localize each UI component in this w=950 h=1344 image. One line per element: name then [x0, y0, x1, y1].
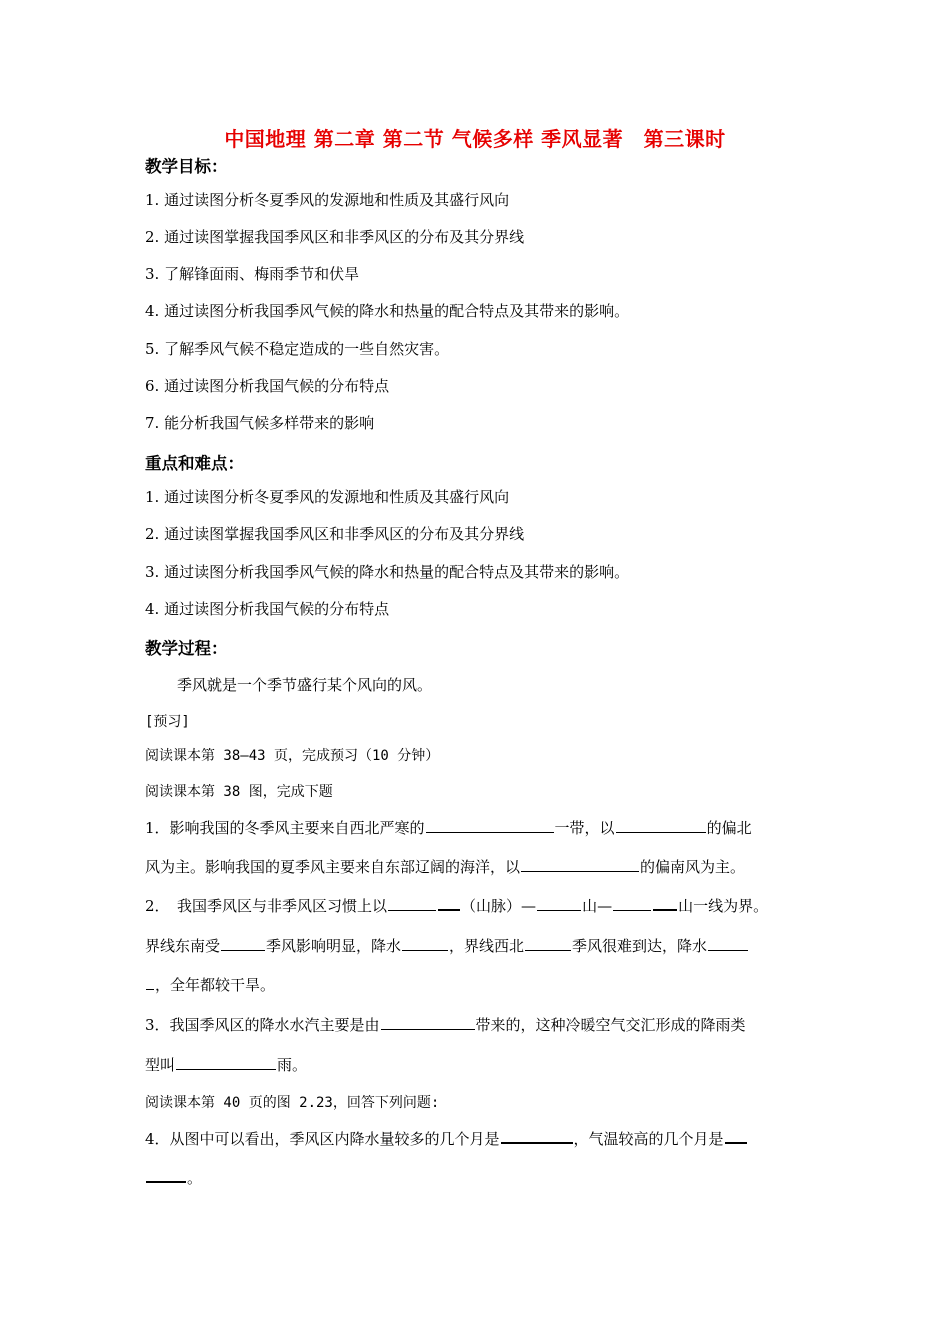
question-1-line-1: 1．影响我国的冬季风主要来自西北严寒的 一带，以 的偏北	[145, 819, 752, 837]
reading-instruction: 阅读课本第 38 图，完成下题	[145, 784, 333, 800]
answer-blank[interactable]	[613, 896, 651, 911]
answer-blank[interactable]	[653, 895, 677, 911]
process-heading: 教学过程：	[145, 639, 228, 658]
key-point-item: 3. 通过读图分析我国季风气候的降水和热量的配合特点及其带来的影响。	[145, 563, 630, 581]
answer-blank[interactable]	[146, 975, 154, 990]
key-point-item: 4. 通过读图分析我国气候的分布特点	[145, 600, 390, 618]
key-point-item: 2. 通过读图掌握我国季风区和非季风区的分布及其分界线	[145, 525, 525, 543]
answer-blank[interactable]	[381, 1015, 475, 1030]
objective-item: 4. 通过读图分析我国季风气候的降水和热量的配合特点及其带来的影响。	[145, 302, 630, 320]
question-2-line-2: 界线东南受 季风影响明显，降水 ，界线西北 季风很难到达，降水	[145, 935, 749, 956]
objective-item: 6. 通过读图分析我国气候的分布特点	[145, 377, 390, 395]
monsoon-definition: 季风就是一个季节盛行某个风向的风。	[177, 676, 433, 694]
answer-blank[interactable]	[176, 1055, 276, 1070]
answer-blank[interactable]	[438, 895, 460, 911]
objective-item: 2. 通过读图掌握我国季风区和非季风区的分布及其分界线	[145, 228, 525, 246]
objective-item: 5. 了解季风气候不稳定造成的一些自然灾害。	[145, 340, 450, 358]
answer-blank[interactable]	[402, 936, 448, 951]
answer-blank[interactable]	[426, 818, 554, 833]
question-2-line-3: ，全年都较干旱。	[145, 974, 275, 995]
question-2-line-1: 2． 我国季风区与非季风区习惯上以 （山脉）— 山— 山一线为界。	[145, 897, 769, 915]
objective-item: 3. 了解锋面雨、梅雨季节和伏旱	[145, 265, 360, 283]
reading-instruction: 阅读课本第 38―43 页，完成预习（10 分钟）	[145, 748, 440, 764]
answer-blank[interactable]	[521, 857, 639, 872]
objective-item: 1. 通过读图分析冬夏季风的发源地和性质及其盛行风向	[145, 191, 510, 209]
answer-blank[interactable]	[501, 1128, 573, 1144]
answer-blank[interactable]	[725, 1128, 747, 1144]
question-3-line-1: 3．我国季风区的降水水汽主要是由 带来的，这种冷暖空气交汇形成的降雨类	[145, 1016, 746, 1034]
key-point-item: 1. 通过读图分析冬夏季风的发源地和性质及其盛行风向	[145, 488, 510, 506]
question-1-line-2: 风为主。影响我国的夏季风主要来自东部辽阔的海洋，以 的偏南风为主。	[145, 858, 746, 876]
answer-blank[interactable]	[537, 896, 581, 911]
document-title: 中国地理 第二章 第二节 气候多样 季风显著 第三课时	[224, 127, 726, 151]
answer-blank[interactable]	[616, 818, 706, 833]
answer-blank[interactable]	[146, 1167, 186, 1183]
preview-tag: [预习]	[145, 714, 190, 730]
reading-instruction: 阅读课本第 40 页的图 2.23，回答下列问题:	[145, 1095, 440, 1111]
answer-blank[interactable]	[525, 936, 571, 951]
answer-blank[interactable]	[388, 896, 436, 911]
key-points-heading: 重点和难点：	[145, 454, 244, 473]
question-4-line-1: 4．从图中可以看出，季风区内降水量较多的几个月是 ，气温较高的几个月是	[145, 1128, 748, 1149]
answer-blank[interactable]	[708, 936, 748, 951]
answer-blank[interactable]	[221, 936, 265, 951]
objective-item: 7. 能分析我国气候多样带来的影响	[145, 414, 375, 432]
objectives-heading: 教学目标：	[145, 157, 228, 176]
question-3-line-2: 型叫 雨。	[145, 1056, 308, 1074]
question-4-line-2: 。	[145, 1167, 202, 1188]
